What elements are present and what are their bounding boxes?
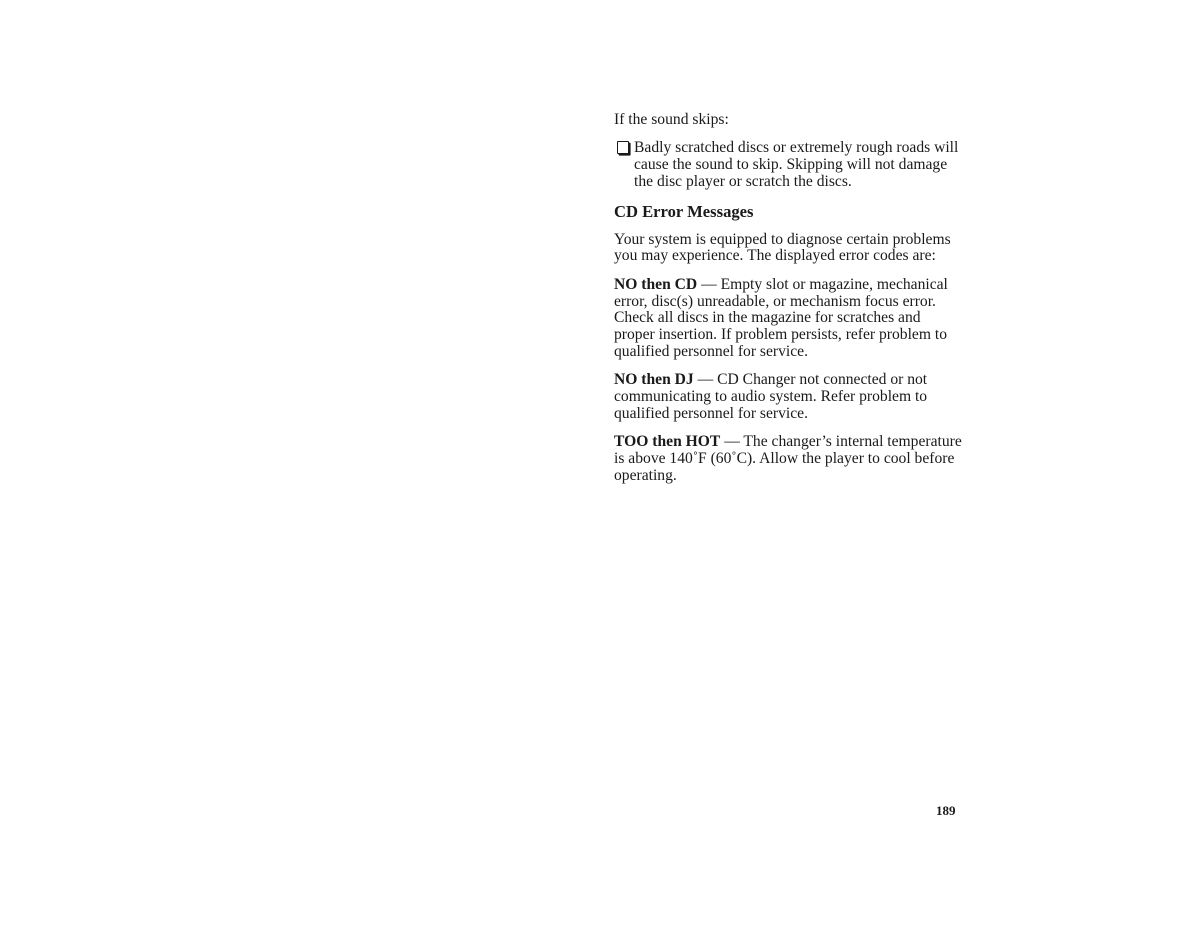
error-description: — CD Changer not connected or not communicating to audio system. Refer problem to qualified personnel for service. (614, 371, 928, 422)
skip-intro: If the sound skips: (614, 111, 729, 128)
page-number: 189 (936, 803, 956, 818)
error-entry-no-dj (614, 372, 964, 422)
content-column (614, 112, 964, 496)
section-description: Your system is equipped to diagnose certain problems you may experience. The displayed error codes are: (614, 230, 951, 265)
error-description: — The changer’s internal temperature is above 140˚F (60˚C). Allow the player to cool before operating. (614, 433, 962, 484)
checkbox-bullet-icon (617, 141, 629, 154)
bullet-item (614, 140, 964, 190)
error-entry-no-cd (614, 277, 964, 361)
error-code: TOO then HOT (614, 433, 721, 451)
error-code: NO then CD (614, 275, 698, 293)
section-heading: CD Error Messages (614, 201, 754, 221)
bullet-text: Badly scratched discs or extremely rough roads will cause the sound to skip. Skipping will not damage the disc player or scratch the discs. (634, 139, 959, 190)
error-code: NO then DJ (614, 371, 694, 389)
error-description: — Empty slot or magazine, mechanical error, disc(s) unreadable, or mechanism focus error. Check all discs in the magazine for scratches and proper insertion. If problem persists, refer problem to qualified personnel for service. (614, 275, 948, 360)
error-entry-too-hot (614, 434, 964, 484)
